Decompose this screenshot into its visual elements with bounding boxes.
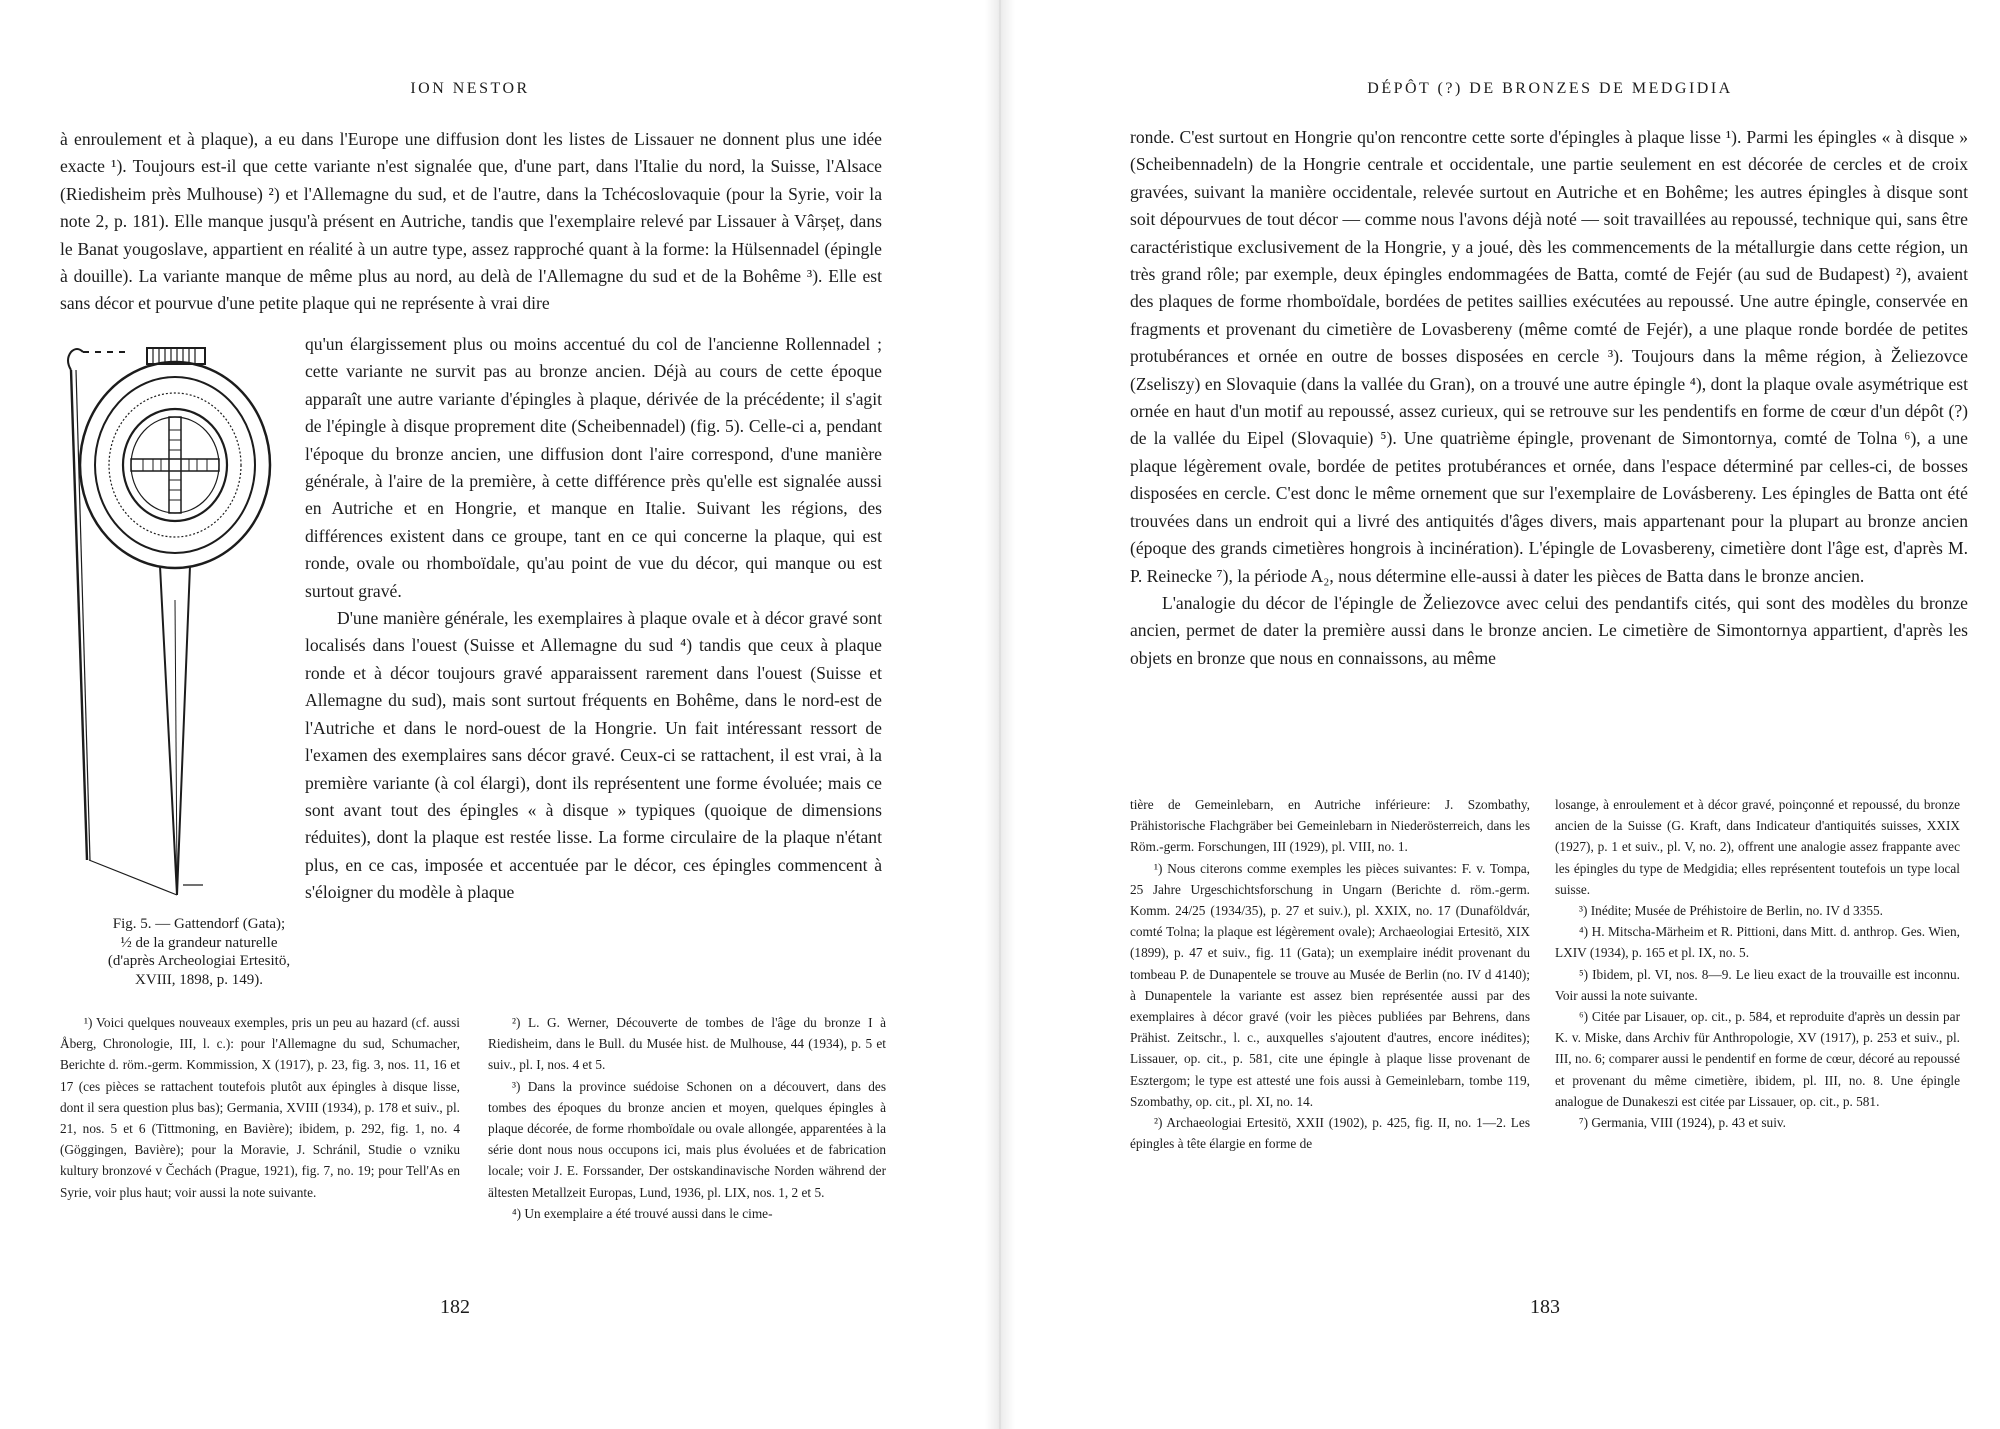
- page-number-right: 183: [1530, 1296, 1560, 1318]
- body-text-beside-figure: [305, 331, 882, 907]
- caption-line-2: ½ de la grandeur naturelle: [120, 934, 278, 951]
- footnote-r2: ²) Archaeologiai Ertesitö, XXII (1902), p. 425, fig. II, no. 1—2. Les épingles à tête élargie en forme de: [1130, 1115, 1530, 1152]
- footnote-r2-continued: losange, à enroulement et à décor gravé, poinçonné et repoussé, du bronze ancien de la Suisse (G. Kraft, dans Indicateur d'antiquités suisses, XXIX (1927), p. 1 et suiv., pl. V, no. 2), offrent une analogie assez frappante avec les épingles du type de Medgidia; elles représentent toutefois un type local suisse.: [1555, 797, 1960, 897]
- figure-caption: [74, 915, 324, 989]
- caption-line-3: (d'après Archeologiai Ertesitö,: [107, 953, 291, 969]
- running-head-left: ION NESTOR: [410, 80, 530, 97]
- body-text-top: [60, 126, 882, 318]
- caption-line-4: XVIII, 1898, p. 149).: [135, 971, 263, 988]
- caption-line-1: Fig. 5. — Gattendorf (Gata);: [112, 916, 286, 932]
- footnote-r5: ⁵) Ibidem, pl. VI, nos. 8—9. Le lieu exact de la trouvaille est inconnu. Voir aussi la note suivante.: [1555, 966, 1960, 1003]
- footnotes-right-col-2: [1555, 794, 1960, 1133]
- footnote-2: ²) L. G. Werner, Découverte de tombes de l'âge du bronze I à Riedisheim, dans le Bull. du Musée hist. de Mulhouse, 44 (1934), p. 5 et suiv., pl. I, nos. 4 et 5.: [488, 1015, 886, 1073]
- footnote-r4: ⁴) H. Mitscha-Märheim et R. Pittioni, dans Mitt. d. anthrop. Ges. Wien, LXIV (1934), p. 165 et pl. IX, no. 5.: [1555, 924, 1960, 961]
- footnotes-right-col-1: [1130, 794, 1530, 1154]
- disc-pin-drawing: [65, 340, 305, 900]
- paragraph-general: D'une manière générale, les exemplaires à plaque ovale et à décor gravé sont localisés dans l'ouest (Suisse et Allemagne du sud ⁴) tandis que ceux à plaque ronde et à décor toujours gravé apparaissent rarement dans l'ouest (Suisse et Allemagne du sud), mais sont surtout fréquents en Bohême, dans le nord-est de l'Autriche et dans le nord-ouest de la Hongrie. Un fait intéressant ressort de l'examen des exemplaires sans décor gravé. Ceux-ci se rattachent, il est vrai, à la première variante (à col élargi), dont ils représentent une forme évoluée; mais ce sont avant tout des épingles « à disque » typiques (quoique de dimensions réduites), dont la plaque est restée lisse. La forme circulaire de la plaque n'étant plus, en ce cas, imposée et accentuée par le décor, ces épingles commencent à s'éloigner du modèle à plaque: [305, 608, 882, 903]
- footnote-4: ⁴) Un exemplaire a été trouvé aussi dans le cime-: [512, 1205, 773, 1221]
- figure-5-disc-pin: [65, 340, 305, 900]
- paragraph-opening: à enroulement et à plaque), a eu dans l'Europe une diffusion dont les listes de Lissauer ne donnent plus une idée exacte ¹). Toujours est-il que cette variante n'est signalée que, d'une part, dans l'Italie du nord, la Suisse, l'Alsace (Riedisheim près Mulhouse) ²) et l'Allemagne du sud, et de l'autre, dans la Tchécoslovaquie (pour la Syrie, voir la note 2, p. 181). Elle manque jusqu'à présent en Autriche, tandis que l'exemplaire relevé par Lissauer à Vârșeț, dans le Banat yougoslave, appartient en réalité à un autre type, assez rapproché quant à la forme: la Hülsennadel (épingle à douille). La variante manque de même plus au nord, au delà de l'Allemagne du sud et de la Bohême ³). Elle est sans décor et pourvue d'une petite plaque qui ne représente à vrai dire: [60, 129, 882, 314]
- running-head-right: DÉPÔT (?) DE BRONZES DE MEDGIDIA: [1367, 80, 1733, 97]
- footnote-r6: ⁶) Citée par Lisauer, op. cit., p. 584, et reproduite d'après un dessin par K. v. Miske, dans Archiv für Anthropologie, XV (1917), p. 253 et suiv., pl. III, no. 6; comparer aussi le pendentif en forme de cœur, décoré au repoussé et provenant du même cimetière, ibidem, pl. III, no. 8. Une épingle analogue de Dunakeszi est citée par Lissauer, op. cit., p. 581.: [1555, 1009, 1960, 1109]
- footnote-3: ³) Dans la province suédoise Schonen on a découvert, dans des tombes des époques du bronze ancien et moyen, quelques épingles à plaque décorée, de forme rhomboïdale ou ovale allongée, apparentées à la série dont nous nous occupons ici, mais plus évoluées et de fabrication locale; voir J. E. Forssander, Der ostskandinavische Norden während der ältesten Metallzeit Europas, Lund, 1936, pl. LIX, nos. 1, 2 et 5.: [488, 1078, 886, 1200]
- footnotes-left-col-2: [488, 1012, 886, 1224]
- footnote-r3: ³) Inédite; Musée de Préhistoire de Berlin, no. IV d 3355.: [1579, 903, 1883, 919]
- footnote-r7: ⁷) Germania, VIII (1924), p. 43 et suiv.: [1579, 1115, 1786, 1131]
- footnote-r1: ¹) Nous citerons comme exemples les pièces suivantes: F. v. Tompa, 25 Jahre Urgeschichtsforschung in Ungarn (Berichte d. röm.-germ. Komm. 24/25 (1934/35), p. 27 et suiv.), pl. XXIX, no. 17 (Dunaföldvár, comté Tolna; la plaque est légèrement ovale); Archaeologiai Ertesitö, XIX (1899), p. 47 et suiv., fig. 11 (Gata); un exemplaire inédit provenant du tombeau P. de Dunapentele se trouve au Musée de Berlin (no. IV d 4140); à Dunapentele la variante est assez bien représentée aussi par des exemplaires à décor gravé (voir les pièces publiées par Behrens, dans Prähist. Zeitschr., l. c., auxquelles s'ajoutent d'autres, encore inédites); Lissauer, op. cit., p. 581, cite une épingle à plaque lisse provenant de Esztergom; le type est attesté une fois aussi à Gemeinlebarn, tombe 119, Szombathy, op. cit., pl. XI, no. 14.: [1130, 860, 1530, 1109]
- footnotes-left-col-1: [60, 1012, 460, 1203]
- paragraph-analogie: L'analogie du décor de l'épingle de Želiezovce avec celui des pendantifs cités, qui sont des modèles du bronze ancien, permet de dater la première aussi dans le bronze ancien. Le cimetière de Simontornya appartient, d'après les objets en bronze que nous en connaissons, au même: [1130, 592, 1968, 668]
- paragraph-rollennadel: qu'un élargissement plus ou moins accentué du col de l'ancienne Rollennadel ; cette variante ne survit pas au bronze ancien. Déjà au cours de cette époque apparaît une autre variante d'épingles à plaque, dérivée de la précédente; il s'agit de l'épingle à disque proprement dite (Scheibennadel) (fig. 5). Celle-ci a, pendant l'époque du bronze ancien, une diffusion dont l'aire correspond, d'une manière générale, à l'aire de la première, à cette différence près qu'elle est signalée aussi en Autriche et en Hongrie, et manque en Italie. Suivant les régions, des différences existent dans ce groupe, tant en ce qui concerne la plaque, qui est ronde, ovale ou rhomboïdale, qu'au point de vue du décor, qui manque ou est surtout gravé.: [305, 334, 882, 601]
- footnote-1: ¹) Voici quelques nouveaux exemples, pris un peu au hazard (cf. aussi Åberg, Chronologie, III, l. c.): pour l'Allemagne du sud, Schumacher, Berichte d. röm.-germ. Kommission, X (1917), p. 23, fig. 3, nos. 11, 16 et 17 (ces pièces se rattachent toutefois plutôt aux épingles à disque lisse, dont il sera question plus bas); Germania, XVIII (1934), p. 178 et suiv., pl. 21, nos. 5 et 6 (Tittmoning, en Bavière); ibidem, p. 292, fig. 1, no. 4 (Göggingen, Bavière); pour la Moravie, J. Schránil, Studie o vzniku kultury bronzové v Čechách (Prague, 1921), fig. 7, no. 19; pour Tell'As en Syrie, voir plus haut; voir aussi la note suivante.: [60, 1015, 460, 1200]
- paragraph-hongrie: ronde. C'est surtout en Hongrie qu'on rencontre cette sorte d'épingles à plaque lisse ¹). Parmi les épingles « à disque » (Scheibennadeln) de la Hongrie centrale et occidentale, une partie seulement en est décorée de cercles et de croix gravées, suivant la manière occidentale, relevée surtout en Autriche et en Bohême; les autres épingles à disque sont soit dépourvues de tout décor — comme nous l'avons déjà noté — soit travaillées au repoussé, technique qui, sans être caractéristique exclusivement de la Hongrie, y a joué, dès les commencements de la métallurgie dans cette région, un très grand rôle; par exemple, deux épingles endommagées de Batta, comté de Fejér (au sud de Budapest) ²), avaient des plaques de forme rhomboïdale, bordées de petites saillies exécutées au repoussé. Une autre épingle, conservée en fragments et provenant du cimetière de Lovasbereny (même comté de Fejér), a une plaque ronde bordée de petites protubérances et ornée en outre de bosses disposées en cercle ³). Toujours dans la même région, à Želiezovce (Zseliszy) en Slovaquie (dans la vallée du Gran), on a trouvé une autre épingle ⁴), dont la plaque ovale asymétrique est ornée en haut d'un motif au repoussé, assez curieux, qui se retrouve sur les pendentifs en forme de cœur d'un dépôt (?) de la vallée du Eipel (Slovaquie) ⁵). Une quatrième épingle, provenant de Simontornya, comté de Tolna ⁶), a une plaque légèrement ovale, bordée de petites protubérances et ornée, dans l'espace déterminé par celles-ci, de bosses disposées en cercle. C'est donc le même ornement que sur l'exemplaire de Lovásbereny. Les épingles de Batta ont été trouvées dans un endroit qui a livré des antiquités d'âges divers, mais appartenant pour la plupart au bronze ancien (époque des grands cimetières hongrois à incinération). L'épingle de Lovasbereny, cimetière dont l'âge est, d'après M. P. Reinecke ⁷), la période A₂, nous détermine elle-aussi à dater les pièces de Batta dans le bronze ancien.: [1130, 127, 1968, 586]
- page-number-left: 182: [440, 1296, 470, 1318]
- footnote-continued: tière de Gemeinlebarn, en Autriche inférieure: J. Szombathy, Prähistorische Flachgräber bei Gemeinlebarn in Niederösterreich, dans les Röm.-germ. Forschungen, III (1929), pl. VIII, no. 1.: [1130, 797, 1530, 855]
- body-text-main: [1130, 124, 1968, 672]
- right-page: [1000, 0, 2000, 1429]
